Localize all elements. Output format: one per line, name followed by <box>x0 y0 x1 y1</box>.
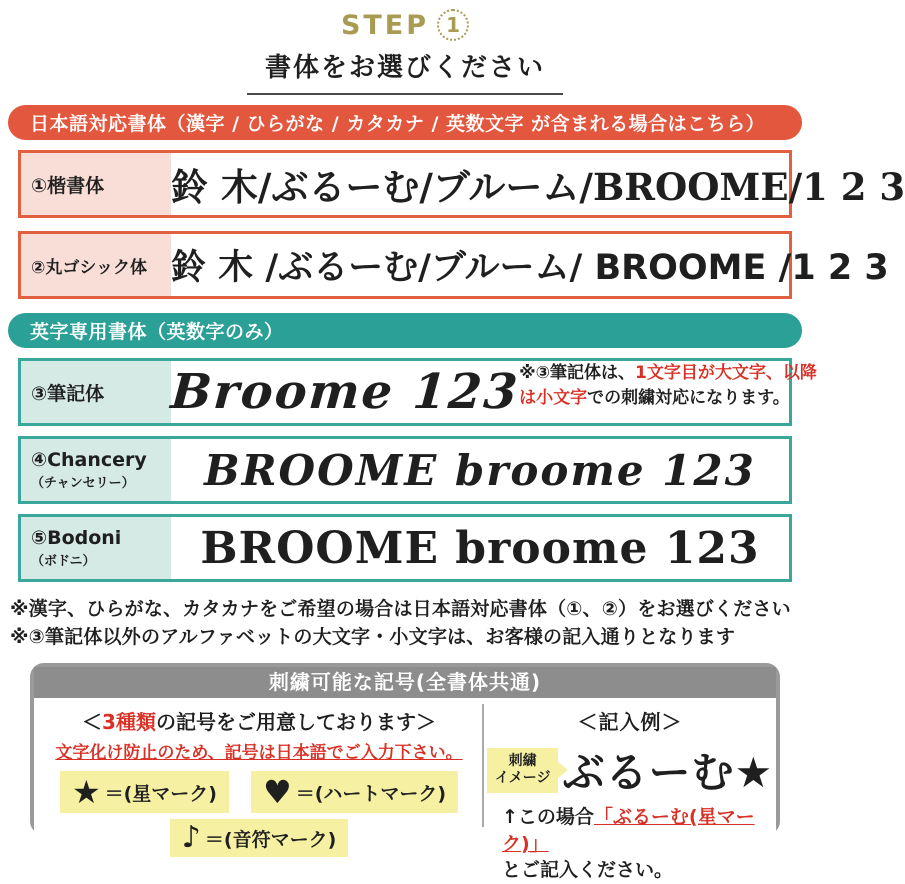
symbols-heading <box>34 706 484 735</box>
font-sample-kaisho: 鈴 木/ぶるーむ/ブルーム/BROOME/1 2 3 <box>171 165 905 209</box>
symbols-box-header: 刺繍可能な記号(全書体共通) <box>34 667 776 698</box>
note-line-1: ※漢字、ひらがな、カタカナをご希望の場合は日本語対応書体（①、②）をお選びください <box>10 598 791 620</box>
font-label-cell <box>21 234 171 296</box>
symbols-heading-post: の記号をご用意しております＞ <box>155 710 436 735</box>
font-label-cell <box>21 439 171 501</box>
font-option-kaisho <box>18 150 905 218</box>
font-label-cell <box>21 153 171 215</box>
font-label-cell <box>21 361 171 423</box>
font-sample-chancery: BROOME broome 123 <box>204 445 756 495</box>
page-title: 書体をお選びください <box>247 47 563 95</box>
caption-black: ↑この場合 <box>502 806 594 829</box>
music-note-icon: ♪ <box>181 820 201 856</box>
font-label: ②丸ゴシック体 <box>31 257 148 278</box>
symbol-label: ＝(音符マーク) <box>204 828 337 851</box>
font-label: ③筆記体 <box>31 382 105 405</box>
font-option-bodoni <box>18 514 792 582</box>
example-panel <box>484 698 776 882</box>
step-number: 1 <box>446 13 460 37</box>
font-sample-bodoni: BROOME broome 123 <box>200 522 760 574</box>
font-option-chancery <box>18 436 792 504</box>
font-label: ⑤Bodoni <box>31 527 122 549</box>
font-option-script <box>18 358 817 426</box>
font-label-sub: （ボドニ） <box>31 554 96 569</box>
tag-line-1: 刺繍 <box>508 752 537 769</box>
japanese-fonts-banner: 日本語対応書体（漢字 / ひらがな / カタカナ / 英数文字 が含まれる場合はこちら） <box>8 105 802 140</box>
english-fonts-banner: 英字専用書体（英数字のみ） <box>8 313 802 348</box>
notes-section <box>10 596 800 651</box>
symbol-badges-row-1 <box>34 771 484 813</box>
example-embroidery-text: ぶるーむ★ <box>562 748 774 798</box>
font-sample-cell <box>169 361 522 423</box>
script-font-note <box>519 361 831 423</box>
star-icon: ★ <box>71 773 101 812</box>
tag-line-2: イメージ <box>494 770 551 787</box>
font-label-cell <box>21 517 171 579</box>
embroidery-image-tag <box>487 748 559 793</box>
font-sample-cell <box>171 153 905 215</box>
caption-end: とご記入ください。 <box>502 859 674 882</box>
example-sample-row <box>484 740 776 800</box>
symbols-heading-red: 3種類 <box>102 710 156 735</box>
font-label: ①楷書体 <box>31 174 105 197</box>
note-red-part: 1文字目が大文字、以降 <box>635 363 817 383</box>
symbol-badge-music-note <box>170 819 349 857</box>
symbols-list-panel <box>34 698 484 856</box>
example-heading: ＜記入例＞ <box>577 710 683 735</box>
symbols-warning: 文字化け防止のため、記号は日本語でご入力下さい。 <box>55 743 463 764</box>
symbols-box <box>30 663 780 882</box>
font-label-sub: （チャンセリー） <box>31 476 135 491</box>
heart-icon: ♥ <box>263 773 292 812</box>
font-sample-script: Broome 123 <box>169 364 522 420</box>
example-caption <box>502 804 776 884</box>
caption-red: 「ぶるーむ(星マーク)」 <box>502 806 755 855</box>
font-sample-maru-gothic: 鈴 木 /ぶるーむ/ブルーム/ BROOME /1 2 3 <box>171 248 889 288</box>
font-label: ④Chancery <box>31 449 147 471</box>
note-black-part2: での刺繍対応になります。 <box>587 387 790 408</box>
note-line-2: ※③筆記体以外のアルファベットの大文字・小文字は、お客様の記入通りとなります <box>10 625 736 648</box>
symbols-box-content <box>34 698 776 882</box>
title-row <box>0 47 810 95</box>
font-sample-cell <box>171 439 789 501</box>
symbols-heading-pre: ＜ <box>82 710 103 735</box>
step-header <box>0 6 810 44</box>
symbol-badges-row-2 <box>34 819 484 857</box>
font-sample-cell <box>171 234 889 296</box>
note-red-part2: は小文字 <box>519 387 588 408</box>
font-sample-cell <box>171 517 789 579</box>
step-number-badge <box>437 9 469 41</box>
symbol-badge-star <box>60 771 229 813</box>
note-black-part: ※③筆記体は、 <box>519 363 636 383</box>
font-option-maru-gothic <box>18 231 889 299</box>
symbol-label: ＝(ハートマーク) <box>295 782 447 805</box>
symbol-badge-heart <box>251 771 458 813</box>
symbol-label: ＝(星マーク) <box>104 782 217 805</box>
step-label: STEP <box>340 9 430 41</box>
